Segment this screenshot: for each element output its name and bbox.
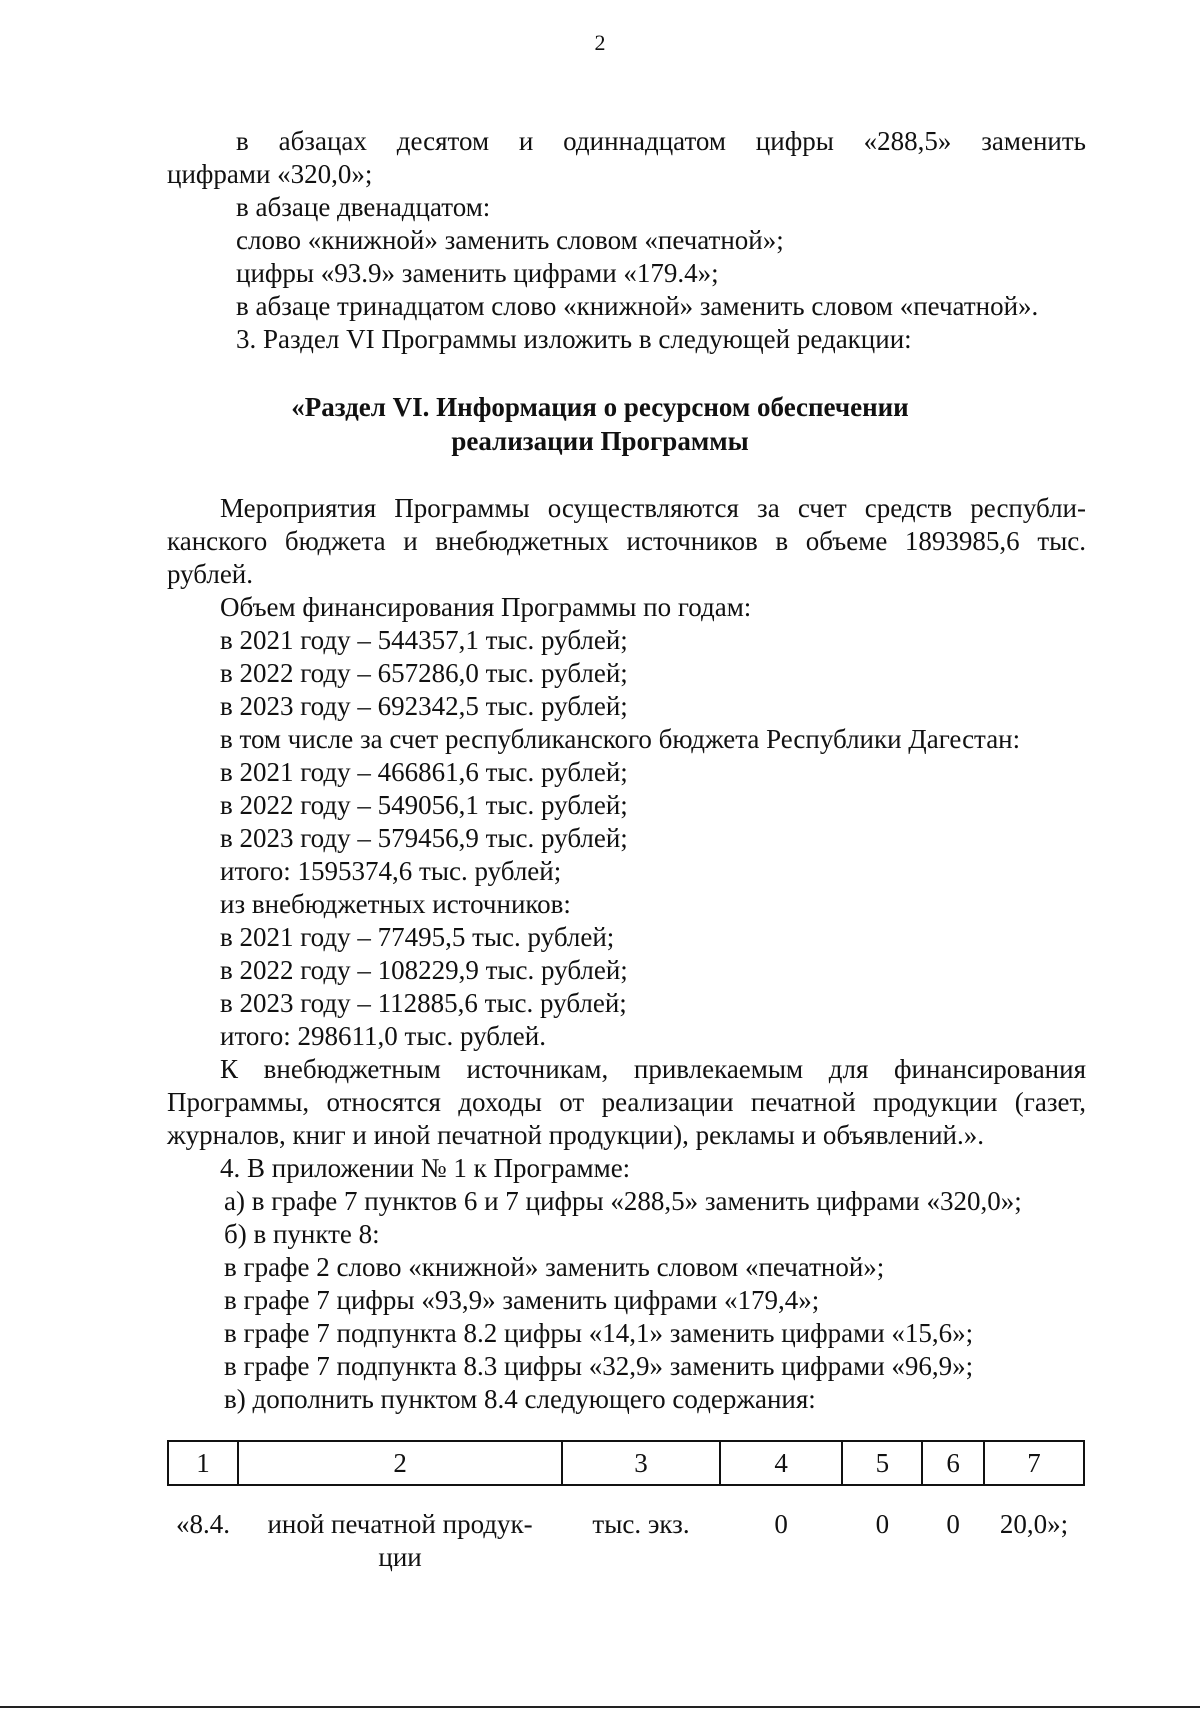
text-line-2: цифрами «320,0»; bbox=[167, 159, 373, 189]
body-line-19: Программы, относятся доходы от реализации печатной продукции (газет, bbox=[167, 1087, 1086, 1117]
table-header-cell: 7 bbox=[984, 1441, 1084, 1485]
body-line-2: канского бюджета и внебюджетных источников в объеме 1893985,6 тыс. bbox=[167, 526, 1086, 556]
body-line-21: 4. В приложении № 1 к Программе: bbox=[220, 1153, 631, 1183]
body-line-4: Объем финансирования Программы по годам: bbox=[220, 592, 752, 622]
table-cell-name-line-1: иной печатной продук- bbox=[267, 1509, 533, 1539]
table-header-cell: 6 bbox=[922, 1441, 984, 1485]
body-line-13: из внебюджетных источников: bbox=[220, 889, 571, 919]
table-cell-name-line-2: ции bbox=[378, 1542, 422, 1572]
body-line-18: К внебюджетным источникам, привлекаемым для финансирования bbox=[220, 1054, 1086, 1084]
table-header-cell: 2 bbox=[238, 1441, 562, 1485]
body-line-3: рублей. bbox=[167, 559, 254, 589]
body-line-25: в графе 7 цифры «93,9» заменить цифрами «179,4»; bbox=[224, 1285, 820, 1315]
text-line-6: в абзаце тринадцатом слово «книжной» заменить словом «печатной». bbox=[236, 291, 1039, 321]
body-line-15: в 2022 году – 108229,9 тыс. рублей; bbox=[220, 955, 628, 985]
table-cell-unit: тыс. экз. bbox=[592, 1509, 690, 1539]
body-line-17: итого: 298611,0 тыс. рублей. bbox=[220, 1021, 546, 1051]
table-header-cell: 5 bbox=[842, 1441, 922, 1485]
section-heading-line-1: «Раздел VI. Информация о ресурсном обеспечении bbox=[291, 392, 909, 422]
bottom-rule bbox=[0, 1706, 1200, 1708]
body-line-1: Мероприятия Программы осуществляются за счет средств республи- bbox=[220, 493, 1086, 523]
body-line-9: в 2021 году – 466861,6 тыс. рублей; bbox=[220, 757, 628, 787]
page-number: 2 bbox=[594, 30, 606, 55]
table-cell-value-6: 0 bbox=[946, 1509, 960, 1539]
table-cell-value-7: 20,0»; bbox=[999, 1509, 1069, 1539]
body-line-14: в 2021 году – 77495,5 тыс. рублей; bbox=[220, 922, 615, 952]
body-line-8: в том числе за счет республиканского бюджета Республики Дагестан: bbox=[220, 724, 1021, 754]
table-header-cell: 1 bbox=[168, 1441, 238, 1485]
text-line-4: слово «книжной» заменить словом «печатной»; bbox=[236, 225, 784, 255]
appendix-table bbox=[167, 1440, 1085, 1575]
table-header-cell: 4 bbox=[720, 1441, 843, 1485]
table-cell-value-5: 0 bbox=[875, 1509, 890, 1539]
body-line-16: в 2023 году – 112885,6 тыс. рублей; bbox=[220, 988, 627, 1018]
text-line-5: цифры «93.9» заменить цифрами «179.4»; bbox=[236, 258, 719, 288]
body-line-26: в графе 7 подпункта 8.2 цифры «14,1» заменить цифрами «15,6»; bbox=[224, 1318, 974, 1348]
table-cell-name bbox=[238, 1485, 562, 1575]
section-heading-line-2: реализации Программы bbox=[451, 426, 749, 456]
text-line-7: 3. Раздел VI Программы изложить в следующей редакции: bbox=[236, 324, 912, 354]
text-line-3: в абзаце двенадцатом: bbox=[236, 192, 491, 222]
body-line-6: в 2022 году – 657286,0 тыс. рублей; bbox=[220, 658, 628, 688]
body-line-10: в 2022 году – 549056,1 тыс. рублей; bbox=[220, 790, 628, 820]
table-header-row bbox=[168, 1441, 1084, 1485]
text-line-1: в абзацах десятом и одиннадцатом цифры «288,5» заменить bbox=[236, 126, 1086, 156]
body-line-23: б) в пункте 8: bbox=[224, 1219, 380, 1249]
body-line-5: в 2021 году – 544357,1 тыс. рублей; bbox=[220, 625, 628, 655]
body-line-22: а) в графе 7 пунктов 6 и 7 цифры «288,5» заменить цифрами «320,0»; bbox=[224, 1186, 1022, 1216]
table-cell-number: «8.4. bbox=[175, 1509, 230, 1539]
body-line-28: в) дополнить пунктом 8.4 следующего содержания: bbox=[224, 1384, 816, 1414]
body-line-11: в 2023 году – 579456,9 тыс. рублей; bbox=[220, 823, 628, 853]
body-line-20: журналов, книг и иной печатной продукции), рекламы и объявлений.». bbox=[167, 1120, 985, 1150]
body-line-12: итого: 1595374,6 тыс. рублей; bbox=[220, 856, 562, 886]
body-line-24: в графе 2 слово «книжной» заменить словом «печатной»; bbox=[224, 1252, 885, 1282]
table-cell-value-4: 0 bbox=[774, 1509, 788, 1539]
table-row bbox=[168, 1485, 1084, 1575]
body-line-7: в 2023 году – 692342,5 тыс. рублей; bbox=[220, 691, 628, 721]
body-line-27: в графе 7 подпункта 8.3 цифры «32,9» заменить цифрами «96,9»; bbox=[224, 1351, 974, 1381]
table-header-cell: 3 bbox=[562, 1441, 720, 1485]
